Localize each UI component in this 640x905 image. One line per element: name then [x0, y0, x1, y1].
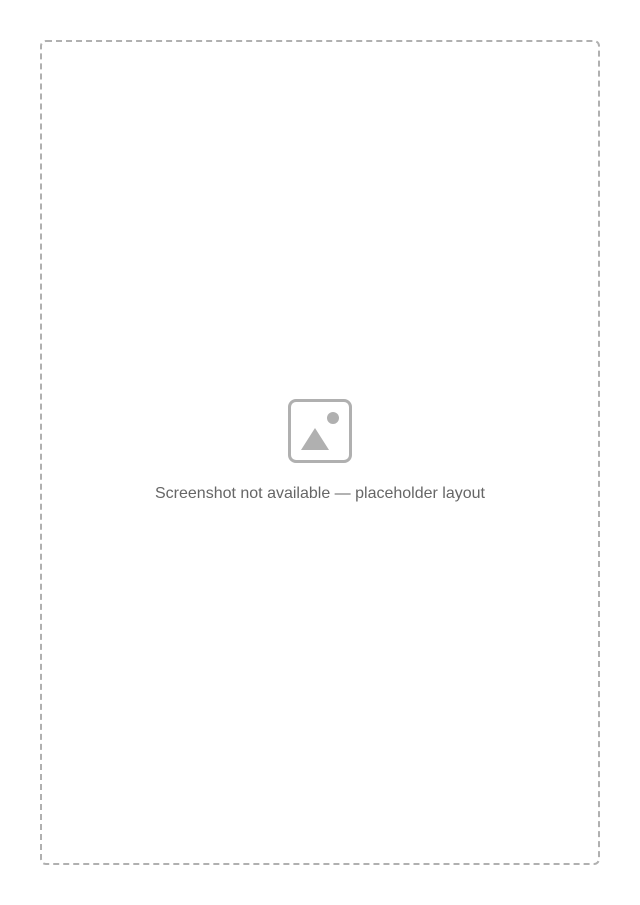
- image-icon: [288, 399, 352, 463]
- placeholder-frame: [40, 40, 600, 865]
- placeholder-message: Screenshot not available — placeholder layout: [155, 485, 485, 503]
